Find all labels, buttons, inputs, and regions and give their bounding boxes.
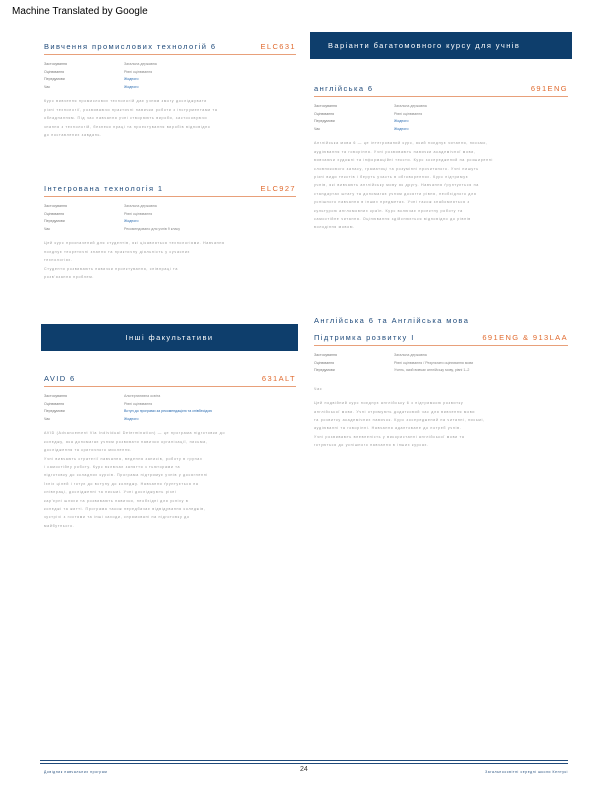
meta-value: Учень, який вивчає англійську мову, рівні 1–2 (394, 368, 470, 373)
course-meta (44, 203, 296, 233)
meta-key: Передумови (44, 77, 65, 82)
course-header (44, 374, 296, 387)
right-column-course1 (314, 84, 568, 232)
description-line: Учні розвивають впевненість у використанні англійської мови та (314, 434, 465, 439)
meta-value: Жодного (124, 84, 139, 89)
meta-key: Застосування (314, 353, 337, 357)
course-code: ELC631 (260, 42, 296, 51)
course-code: 691ENG (530, 84, 568, 93)
description-line: обладнанням. Під час навчання учні створюють вироби, застосовуючи (44, 116, 208, 121)
course-title-line2: Підтримка розвитку I (314, 333, 415, 342)
description-line: стандартах штату та допомагає учням досягти рівня, необхідного для (314, 191, 477, 196)
meta-value: Загальна державна (394, 104, 427, 108)
section-bar-label: Інші факультативи (125, 333, 214, 342)
course-code: ELC927 (260, 184, 296, 193)
meta-key: Застосування (44, 394, 67, 398)
course-header (44, 184, 296, 197)
section-bar-other-electives (41, 324, 298, 351)
meta-value: Жодного (394, 119, 409, 124)
course-meta (44, 393, 296, 423)
section-bar-label: Варіанти багатомовного курсу для учнів (328, 41, 521, 50)
course-header (44, 42, 296, 55)
course-title: англійська 6 (314, 84, 374, 93)
meta-key: Час (44, 84, 51, 89)
description-subhead: Час (314, 386, 323, 391)
description-line: Цей подвійний курс поєднує англійську 6 з підтримкою розвитку (314, 401, 464, 406)
description-line: їхніх цілей і готує до вступу до коледжу. Навчання ґрунтується на (44, 481, 199, 486)
course-code: 631ALT (261, 374, 296, 383)
course-description (44, 429, 296, 530)
description-line: культурою англомовних країн. Курс включає проектну роботу та (314, 208, 463, 213)
description-line: знання з технологій, безпеки праці та проектування виробів відповідно (44, 124, 211, 129)
meta-key: Оцінювання (44, 401, 65, 406)
course-description (314, 385, 568, 450)
course-title: Інтегрована технологія 1 (44, 184, 164, 193)
footer-right-text: Загальноосвітні середні школи Кентукі (485, 770, 568, 774)
meta-key: Оцінювання (314, 360, 335, 365)
description-line: і самостійну роботу. Курс включає заняття з тьюторами та (44, 465, 181, 469)
meta-value: Рівні оцінювання (124, 401, 153, 406)
description-line: майбутнього. (44, 523, 75, 528)
footer-rule-top (40, 760, 568, 761)
course-title-line1: Англійська 6 та Англійська мова (314, 316, 470, 325)
course-meta (314, 103, 568, 133)
course-description (44, 239, 296, 281)
description-line: розв'язання проблем. (44, 275, 95, 279)
meta-key: Застосування (44, 204, 67, 208)
description-line: успішного навчання в інших предметах. Учні також знайомляться з (314, 200, 470, 205)
description-line: різні технології, розвиваючи практичні навички роботи з інструментами та (44, 107, 218, 112)
description-line: словникового запасу, граматиці та розумінні прочитаного. Учні пишуть (314, 166, 479, 171)
meta-key: Час (44, 226, 51, 231)
course-code: 691ENG & 913LAA (482, 333, 568, 342)
meta-key: Передумови (314, 119, 335, 124)
meta-value: Вступ до програми за рекомендацією та співбесідою (124, 409, 213, 414)
description-line: кар'єрні шляхи та розвивають навички, необхідні для успіху в (44, 498, 189, 503)
description-line: технологіях. (44, 258, 73, 263)
course-meta (44, 61, 296, 91)
meta-value: Загальна державна (124, 204, 157, 208)
meta-value: Жодного (124, 416, 139, 421)
course-header (314, 84, 568, 97)
description-line: дослідження та критичного мислення. (44, 448, 132, 453)
description-line: учнів, які вивчають англійську мову як другу. Навчання ґрунтується на (314, 183, 479, 188)
description-line: Студенти розвивають навички проектування, співпраці та (44, 266, 179, 271)
footer-rule-bottom (40, 763, 568, 764)
meta-key: Оцінювання (314, 111, 335, 116)
meta-value: Жодного (394, 126, 409, 131)
description-line: та розвитку академічних навичок. Курс зосереджений на читанні, письмі, (314, 418, 485, 422)
right-column-course2 (314, 316, 568, 450)
meta-value: Рівні оцінювання / Результати оцінювання мови (394, 360, 474, 365)
meta-key: Передумови (44, 219, 65, 224)
meta-value: Рівні оцінювання (394, 111, 423, 116)
description-line: англійської мови. Учні отримують додатковий час для вивчення мови (314, 409, 476, 414)
page-number: 24 (300, 766, 308, 773)
course-meta (314, 352, 568, 375)
description-line: Цей курс призначений для студентів, які цікавляться технологіями. Навчання (44, 241, 225, 246)
left-column-course2 (44, 184, 296, 281)
course-header (314, 333, 568, 346)
meta-key: Оцінювання (44, 211, 65, 216)
description-line: коледжу, яка допомагає учням розвивати навички організації, письма, (44, 439, 208, 444)
description-line: підготовку до складних курсів. Програма підтримує учнів у досягненні (44, 473, 208, 478)
meta-key: Застосування (314, 104, 337, 108)
meta-value: Рівні оцінювання (124, 211, 153, 216)
meta-value: Загальна державна (124, 62, 157, 66)
description-line: поєднує теоретичні знання та практичну діяльність у сучасних (44, 249, 191, 254)
meta-value: Рекомендовано для учнів 9 класу (124, 226, 181, 231)
course-title: AVID 6 (44, 374, 76, 383)
meta-key: Передумови (314, 368, 335, 373)
course-description (314, 139, 568, 231)
meta-key: Застосування (44, 62, 67, 66)
description-line: Курс вивчення промислових технологій дає учням змогу досліджувати (44, 99, 207, 104)
description-line: зустрічі з гостями та інші заходи, спрямовані на підготовку до (44, 515, 190, 520)
meta-value: Загальна державна (394, 353, 427, 357)
description-line: вивчаючи художні та інформаційні тексти. Курс зосереджений на розширенні (314, 158, 493, 163)
meta-value: Альтернативна освіта (124, 394, 161, 398)
course-description (44, 97, 296, 139)
meta-value: Жодного (124, 219, 139, 224)
meta-value: Рівні оцінювання (124, 69, 153, 74)
course-title: Вивчення промислових технологій 6 (44, 42, 217, 51)
description-line: до поставлених завдань. (44, 133, 102, 137)
meta-key: Передумови (44, 409, 65, 414)
description-line: готуються до успішного навчання в інших курсах. (314, 443, 429, 448)
meta-key: Час (314, 126, 321, 131)
meta-key: Час (44, 416, 51, 421)
meta-key: Оцінювання (44, 69, 65, 74)
description-line: володіння мовою. (314, 225, 355, 230)
description-line: різні види текстів і беруть участь в обговореннях. Курс підтримує (314, 175, 469, 179)
description-line: співпраці, дослідженні та письмі. Учні досліджують різні (44, 490, 177, 495)
meta-value: Жодного (124, 77, 139, 82)
description-line: Учні вивчають стратегії навчання, ведення записів, роботу в групах (44, 456, 203, 461)
footer-left-text: Довідник навчальних програм (44, 770, 108, 774)
description-line: самостійне читання. Оцінювання здійснюється відповідно до рівнів (314, 217, 471, 222)
description-line: Англійська мова 6 — це інтегрований курс, який поєднує читання, письмо, (314, 141, 488, 146)
left-column (44, 42, 296, 139)
section-bar-multilingual (310, 32, 572, 59)
description-line: AVID (Advancement Via Individual Determination) — це програма підготовки до (44, 431, 226, 436)
description-line: аудіювання та говоріння. Учні розвивають навички академічної мови, (314, 149, 476, 154)
left-column-course3 (44, 374, 296, 530)
description-line: коледжі та житті. Програма також передбачає відвідування коледжів, (44, 507, 206, 512)
description-line: аудіюванні та говорінні. Навчання адаптоване до потреб учнів. (314, 426, 462, 431)
machine-translation-banner: Machine Translated by Google (12, 6, 148, 17)
